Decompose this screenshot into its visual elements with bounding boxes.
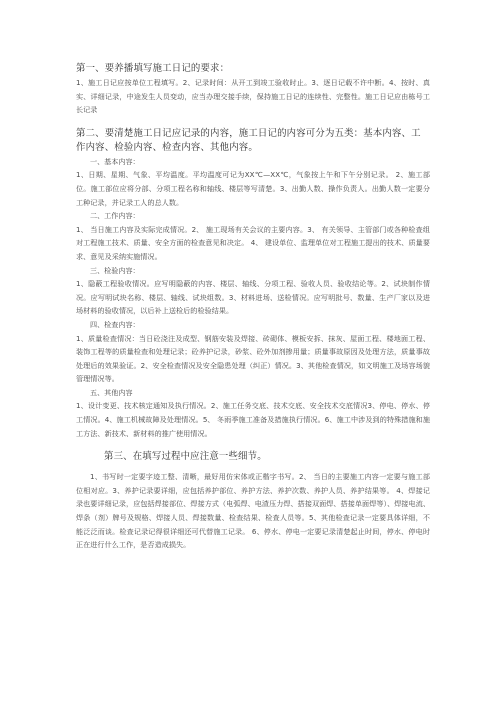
spacer: [76, 117, 430, 127]
section2-heading: 第二、要清楚施工日记应记录的内容，施工日记的内容可分为五类：基本内容、工作内容、检验内容、检查内容、其他内容。: [76, 127, 421, 153]
inspection-content-title: 三、检验内容：: [90, 265, 140, 275]
work-content-body: 1、 当日施工内容及实际完成情况。2、 施工现场有关会议的主要内容。3、 有关领导、主管部门或各种检查组对工程施工技术、质量、安全方面的检查意见和决定。 4、 建设单位、监理单位对工程施工提出的技术、质量要求、意见及采纳实施情况。: [76, 224, 430, 261]
section1-body: 1、施工日记应按单位工程填写。2、记录时间：从开工到竣工验收时止。3、逐日记载不许中断。4、按时、真实、详细记录，中途发生人员变动，应当办理交接手续，保持施工日记的连续性、完整性。施工日记应由栋号工长记录: [76, 78, 430, 115]
section3-heading: 第三、在填写过程中应注意一些细节。: [104, 451, 267, 463]
section3-body: 1、书写时一定要字迹工整、清晰，最好用仿宋体或正楷字书写。2、 当日的主要施工内容一定要与施工部位相对应。3、养护记录要详细，应包括养护部位、养护方法、养护次数、养护人员、养护结果等。 4、焊接记录也要详细记录，应包括焊接部位、焊接方式（电弧焊、电渣压力焊、搭接双面焊、搭接单面焊等）、焊接电流、焊条（剂）牌号及规格、焊接人员、焊接数量、检查结果、检查人员等。5、其他检查记录一定要具体详细，不能泛泛而谈。检查记录记得很详细还可代替施工记录。 6、停水、停电一定要记录清楚起止时间，停水、停电时正在进行什么工作，是否造成损失。: [76, 472, 430, 550]
other-content-title: 五、其他内容: [90, 387, 133, 397]
other-content-body: 1、设计变更、技术核定通知及执行情况。2、施工任务交底、技术交底、安全技术交底情况3、停电、停水、停工情况。4、施工机械故障及处理情况。5、 冬雨季施工准备及措施执行情况。6、施工中涉及到的特殊措施和施工方法、新技术、新材料的推广使用情况。: [76, 401, 430, 438]
check-content-body: 1、质量检查情况：当日砼浇注及成型、钢筋安装及焊接、砖砌体、模板安拆、抹灰、屋面工程、楼地面工程、装饰工程等的质量检查和处理记录；砼养护记录，砂浆、砼外加剂掺用量；质量事故原因及处理方法，质量事故处理后的效果验证。2、安全检查情况及安全隐患处理（纠正）情况。3、其他检查情况，如文明施工及场容场貌管理情况等。: [76, 333, 430, 384]
check-content-title: 四、检查内容：: [90, 319, 140, 329]
work-content-title: 二、工作内容：: [90, 211, 140, 221]
spacer: [76, 440, 430, 450]
basic-content-title: 一、基本内容：: [90, 156, 140, 166]
section1-heading: 第一、要养播填写施工日记的要求：: [76, 63, 230, 74]
basic-content-body: 1、日期、星期、气象、平均温度。平均温度可记为XX℃—XX℃，气象按上午和下午分别记录。 2、施工部位。施工部位应将分部、分项工程名称和轴线、楼层等写清楚。3、出勤人数、操作负责人。出勤人数一定要分工种记录，并记录工人的总人数。: [76, 170, 430, 207]
inspection-content-body: 1、隐蔽工程验收情况。应写明隐蔽的内容、楼层、轴线、分项工程、验收人员、验收结论等。2、试块制作情况。应写明试块名称、楼层、轴线、试块组数。3、材料进场、送检情况。应写明批号、数量、生产厂家以及进场材料的验收情况，以后补上送检后的检验结果。: [76, 279, 430, 316]
